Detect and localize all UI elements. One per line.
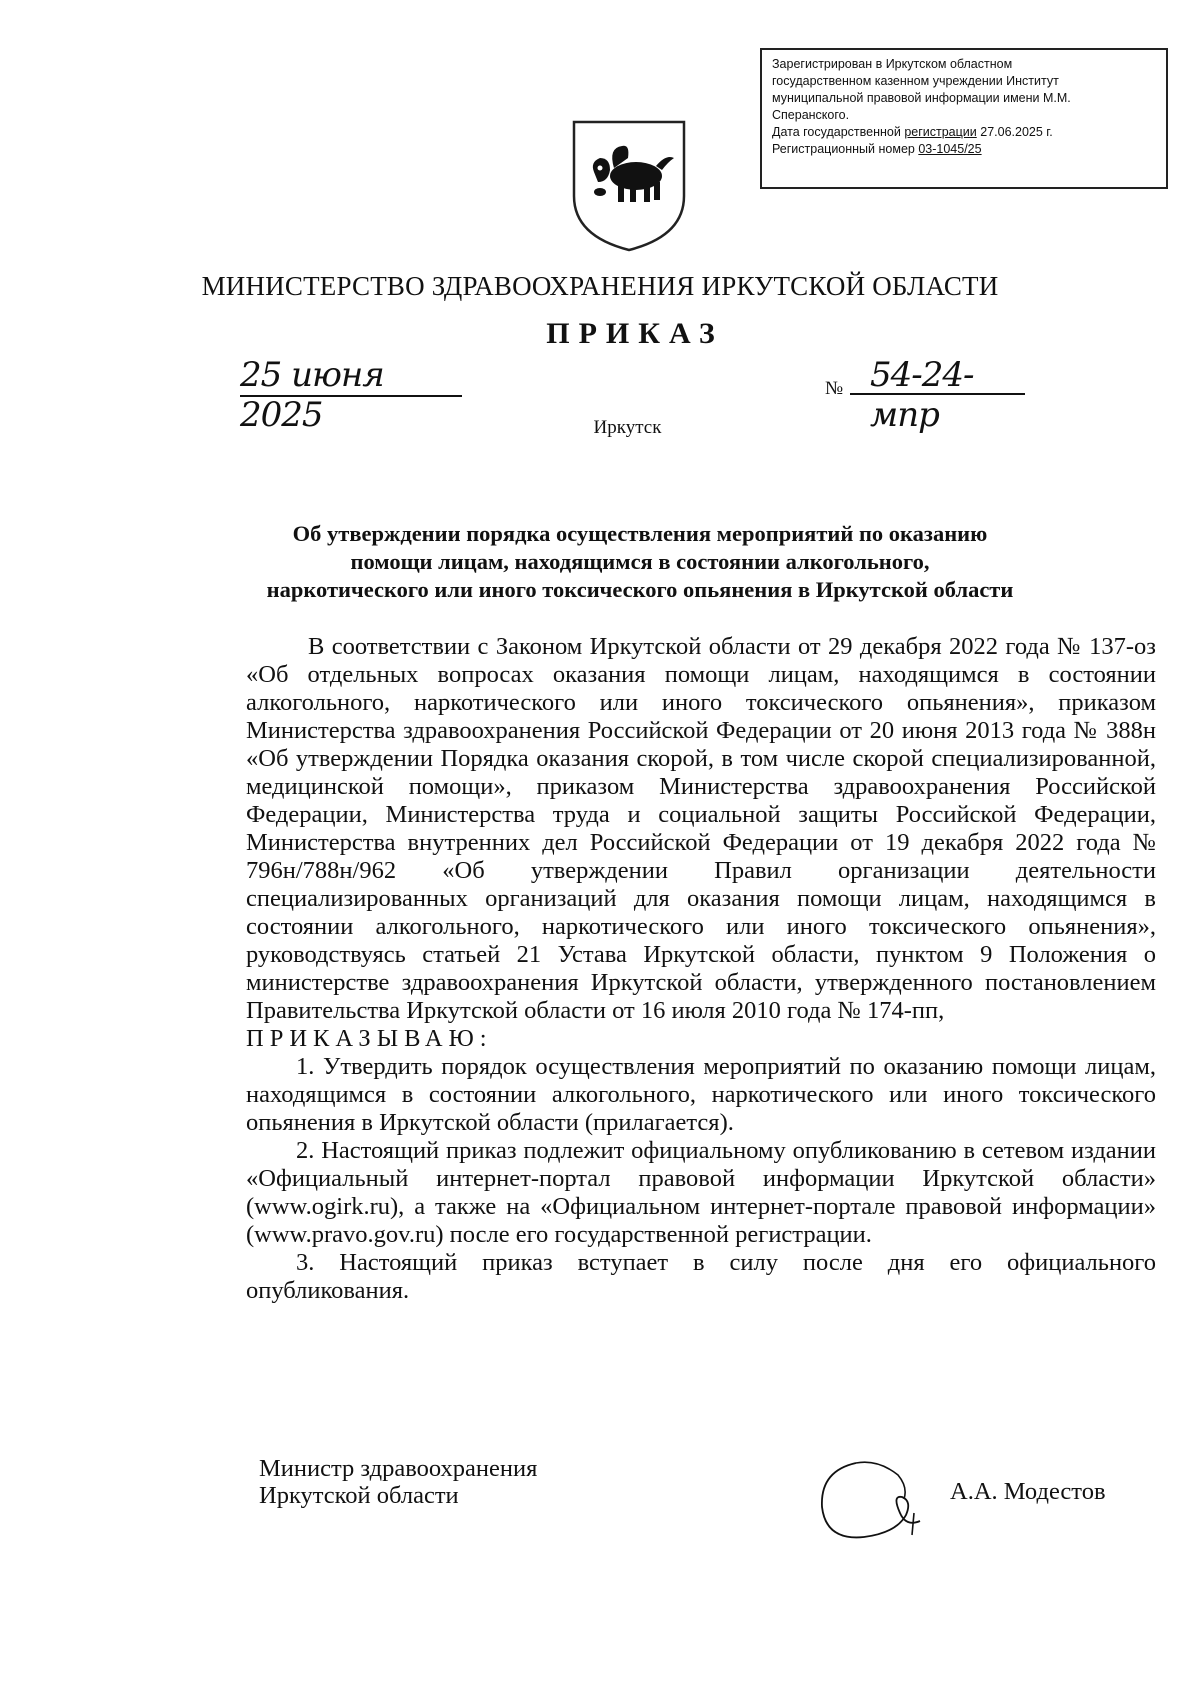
- order-item-2: 2. Настоящий приказ подлежит официальному опубликованию в сетевом издании «Официальный интернет-портал правовой информации Иркутской области» (www.ogirk.ru), а также на «Официальном интернет-портале правовой информации» (www.pravo.gov.ru) после его государственной регистрации.: [246, 1137, 1156, 1248]
- signer-position-line-2: Иркутской области: [259, 1482, 459, 1509]
- coat-of-arms-icon: [570, 118, 688, 254]
- registration-number-value: 03-1045/25: [918, 142, 982, 156]
- ministry-name: МИНИСТЕРСТВО ЗДРАВООХРАНЕНИЯ ИРКУТСКОЙ ОБЛАСТИ: [201, 271, 999, 301]
- registration-date-label: Дата государственной: [772, 125, 905, 139]
- title-line-3: наркотического или иного токсического опьянения в Иркутской области: [266, 577, 1014, 602]
- registration-date: [772, 124, 1158, 141]
- handwritten-date: 25 июня 2025: [240, 355, 462, 397]
- registration-stamp: [760, 48, 1168, 189]
- document-type: ПРИКАЗ: [546, 317, 724, 350]
- city: Иркутск: [593, 417, 662, 438]
- registration-date-value: 27.06.2025 г.: [976, 125, 1053, 139]
- title-line-1: Об утверждении порядка осуществления мероприятий по оказанию: [292, 521, 988, 546]
- signer-position-line-1: Министр здравоохранения: [259, 1455, 538, 1482]
- registration-number: [772, 141, 1158, 158]
- registration-line-2: государственном казенном учреждении Институт: [772, 74, 1059, 88]
- signer-position: [259, 1455, 537, 1509]
- handwritten-signature: [816, 1457, 928, 1547]
- registration-date-label-underlined: регистрации: [904, 125, 977, 139]
- registration-line-3: муниципальной правовой информации имени М.М.: [772, 91, 1071, 105]
- handwritten-number: 54-24-мпр: [850, 355, 1025, 395]
- order-word: ПРИКАЗЫВАЮ:: [246, 1025, 493, 1052]
- registration-number-label: Регистрационный номер: [772, 142, 919, 156]
- document-title: [120, 520, 1160, 604]
- preamble-paragraph: В соответствии с Законом Иркутской области от 29 декабря 2022 года № 137-оз «Об отдельных вопросах оказания помощи лицам, находящимся в состоянии алкогольного, наркотического или иного токсического опьянения», приказом Министерства здравоохранения Российской Федерации от 20 июня 2013 года № 388н «Об утверждении Порядка оказания скорой, в том числе скорой специализированной, медицинской помощи», приказом Министерства здравоохранения Российской Федерации, Министерства труда и социальной защиты Российской Федерации, Министерства внутренних дел Российской Федерации от 19 декабря 2022 года № 796н/788н/962 «Об утверждении Правил организации деятельности специализированных организаций для оказания помощи лицам, находящимся в состоянии алкогольного, наркотического или иного токсического опьянения», руководствуясь статьей 21 Устава Иркутской области, пунктом 9 Положения о министерстве здравоохранения Иркутской области, утвержденного постановлением Правительства Иркутской области от 16 июля 2010 года № 174-пп,: [246, 633, 1156, 1024]
- order-item-3: 3. Настоящий приказ вступает в силу после дня его официального опубликования.: [246, 1249, 1156, 1304]
- order-item-1: 1. Утвердить порядок осуществления мероприятий по оказанию помощи лицам, находящимся в состоянии алкогольного, наркотического или иного токсического опьянения в Иркутской области (прилагается).: [246, 1053, 1156, 1136]
- signer-name: А.А. Модестов: [950, 1478, 1106, 1505]
- number-sign: №: [825, 378, 844, 399]
- registration-line-1: Зарегистрирован в Иркутском областном: [772, 57, 1013, 71]
- registration-line-4: Сперанского.: [772, 108, 850, 122]
- document-body: [246, 633, 1156, 1305]
- title-line-2: помощи лицам, находящимся в состоянии алкогольного,: [350, 549, 930, 574]
